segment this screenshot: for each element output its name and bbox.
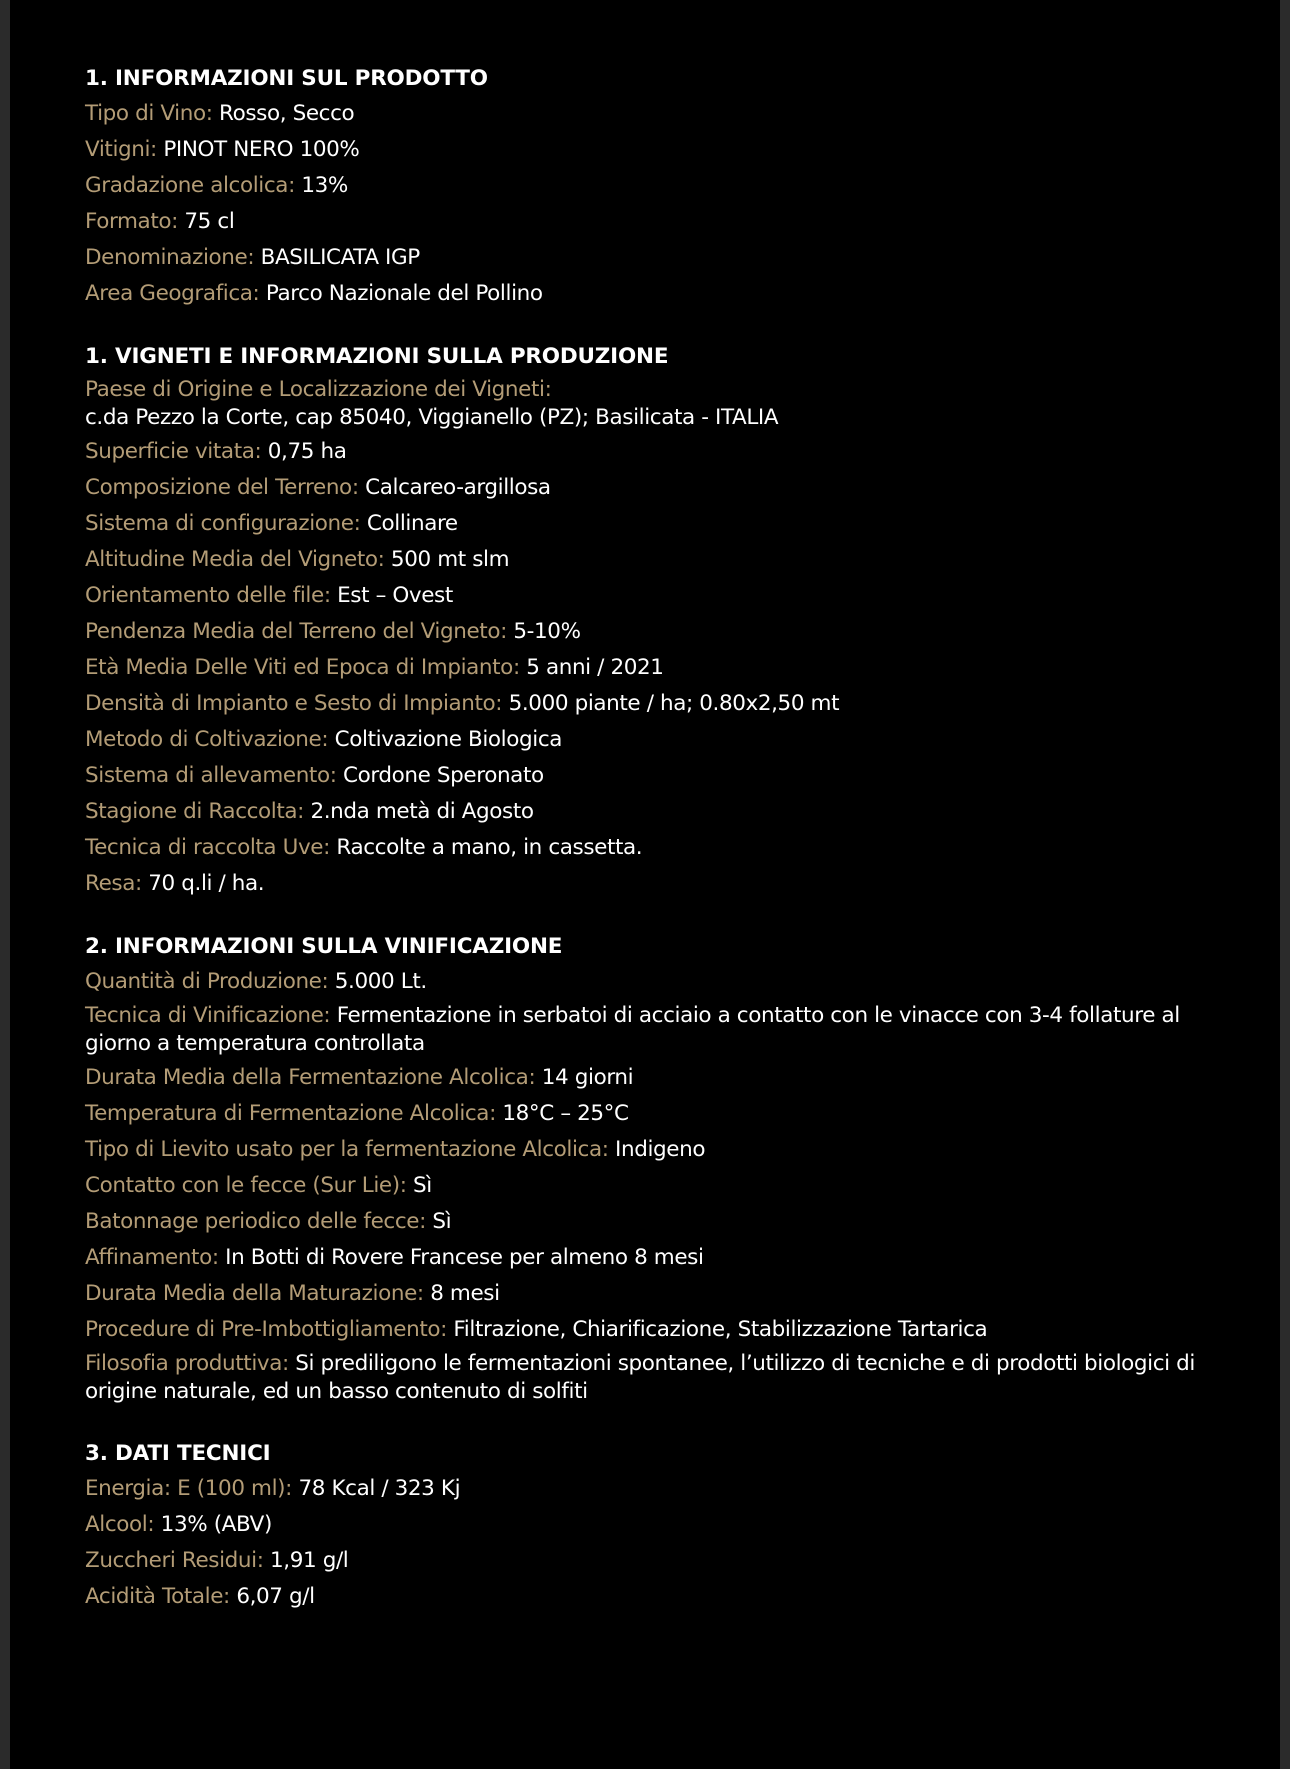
row-label: Paese di Origine e Localizzazione dei Vigneti:: [85, 377, 552, 402]
document-sheet: [10, 0, 1280, 1769]
row-label: Superficie vitata:: [85, 439, 262, 464]
row-label: Durata Media della Maturazione:: [85, 1281, 424, 1306]
row-value: c.da Pezzo la Corte, cap 85040, Viggianello (PZ); Basilicata - ITALIA: [85, 405, 779, 430]
section-title: 1. VIGNETI E INFORMAZIONI SULLA PRODUZIONE: [85, 344, 669, 369]
info-row: [85, 98, 1215, 129]
row-value: Coltivazione Biologica: [334, 727, 563, 752]
row-label: Stagione di Raccolta:: [85, 799, 305, 824]
row-label: Area Geografica:: [85, 281, 260, 306]
info-row: [85, 170, 1215, 201]
info-row: [85, 724, 1215, 755]
info-row: [85, 580, 1215, 611]
row-label: Batonnage periodico delle fecce:: [85, 1209, 426, 1234]
row-value: Sì: [432, 1209, 452, 1234]
info-row: [85, 206, 1215, 237]
row-label: Metodo di Coltivazione:: [85, 727, 329, 752]
row-label: Tecnica di raccolta Uve:: [85, 835, 330, 860]
row-label: Densità di Impianto e Sesto di Impianto:: [85, 691, 503, 716]
section-title: 2. INFORMAZIONI SULLA VINIFICAZIONE: [85, 934, 563, 959]
row-value: 13%: [301, 173, 348, 198]
section-vinification: [85, 932, 1215, 1406]
row-value: In Botti di Rovere Francese per almeno 8 mesi: [225, 1245, 704, 1270]
info-row: [85, 134, 1215, 165]
info-row: [85, 472, 1215, 503]
row-value: Rosso, Secco: [219, 101, 355, 126]
info-row: [85, 1170, 1215, 1201]
info-row: [85, 436, 1215, 467]
row-label: Vitigni:: [85, 137, 157, 162]
row-label: Tipo di Lievito usato per la fermentazione Alcolica:: [85, 1137, 609, 1162]
row-value: Est – Ovest: [337, 583, 453, 608]
row-value: 6,07 g/l: [236, 1584, 315, 1609]
row-value: 5-10%: [513, 619, 581, 644]
info-row: [85, 544, 1215, 575]
info-row: [85, 508, 1215, 539]
row-value: 13% (ABV): [160, 1512, 272, 1537]
row-label: Età Media Delle Viti ed Epoca di Impianto:: [85, 655, 520, 680]
row-value: Si prediligono le fermentazioni spontanee, l’utilizzo di tecniche e di prodotti biologici di origine naturale, ed un basso contenuto di solfiti: [85, 1351, 1196, 1404]
document-content: [85, 64, 1215, 1645]
row-value: 14 giorni: [541, 1065, 634, 1090]
info-row: [85, 832, 1215, 863]
info-row: [85, 868, 1215, 899]
row-value: Sì: [413, 1173, 432, 1198]
info-row: [85, 652, 1215, 683]
row-label: Resa:: [85, 871, 142, 896]
info-row: [85, 1278, 1215, 1309]
row-label: Durata Media della Fermentazione Alcolica:: [85, 1065, 536, 1090]
section-title: 3. DATI TECNICI: [85, 1441, 271, 1466]
row-label: Sistema di configurazione:: [85, 511, 361, 536]
row-value: 78 Kcal / 323 Kj: [298, 1476, 461, 1501]
row-value: 5.000 piante / ha; 0.80x2,50 mt: [508, 691, 840, 716]
info-row: [85, 616, 1215, 647]
row-value: Cordone Speronato: [343, 763, 544, 788]
row-label: Tipo di Vino:: [85, 101, 213, 126]
row-value: 8 mesi: [430, 1281, 500, 1306]
info-row: [85, 1062, 1215, 1093]
section-vineyards-production: [85, 342, 1215, 899]
info-row: [85, 1206, 1215, 1237]
info-row: [85, 1350, 1215, 1406]
row-label: Contatto con le fecce (Sur Lie):: [85, 1173, 407, 1198]
row-value: 70 q.li / ha.: [148, 871, 265, 896]
row-label: Quantità di Produzione:: [85, 969, 329, 994]
info-row: [85, 796, 1215, 827]
row-label: Pendenza Media del Terreno del Vigneto:: [85, 619, 507, 644]
info-row: [85, 1545, 1215, 1576]
info-row: [85, 1581, 1215, 1612]
row-value: 75 cl: [184, 209, 235, 234]
row-value: Calcareo-argillosa: [365, 475, 551, 500]
row-value: Raccolte a mano, in cassetta.: [336, 835, 643, 860]
row-label: Filosofia produttiva:: [85, 1351, 289, 1376]
info-row: [85, 376, 1215, 432]
row-value: PINOT NERO 100%: [163, 137, 360, 162]
info-row: [85, 278, 1215, 309]
row-value: Parco Nazionale del Pollino: [265, 281, 543, 306]
row-label: Altitudine Media del Vigneto:: [85, 547, 385, 572]
info-row: [85, 1242, 1215, 1273]
row-value: Collinare: [366, 511, 458, 536]
info-row: [85, 1002, 1215, 1058]
info-row: [85, 760, 1215, 791]
info-row: [85, 1509, 1215, 1540]
info-row: [85, 1473, 1215, 1504]
row-label: Alcool:: [85, 1512, 155, 1537]
row-label: Gradazione alcolica:: [85, 173, 295, 198]
row-value: 5 anni / 2021: [526, 655, 664, 680]
row-label: Composizione del Terreno:: [85, 475, 359, 500]
info-row: [85, 1098, 1215, 1129]
row-label: Temperatura di Fermentazione Alcolica:: [85, 1101, 496, 1126]
row-value: BASILICATA IGP: [260, 245, 420, 270]
row-label: Formato:: [85, 209, 178, 234]
row-value: Fermentazione in serbatoi di acciaio a contatto con le vinacce con 3-4 follature al giorno a temperatura controllata: [85, 1003, 1180, 1056]
row-label: Sistema di allevamento:: [85, 763, 337, 788]
row-label: Energia: E (100 ml):: [85, 1476, 293, 1501]
row-label: Denominazione:: [85, 245, 255, 270]
row-value: Indigeno: [615, 1137, 706, 1162]
row-label: Orientamento delle file:: [85, 583, 331, 608]
row-label: Procedure di Pre-Imbottigliamento:: [85, 1317, 447, 1342]
row-label: Tecnica di Vinificazione:: [85, 1003, 331, 1028]
row-value: 18°C – 25°C: [502, 1101, 629, 1126]
section-title: 1. INFORMAZIONI SUL PRODOTTO: [85, 66, 488, 91]
info-row: [85, 1134, 1215, 1165]
row-value: 500 mt slm: [390, 547, 510, 572]
info-row: [85, 1314, 1215, 1345]
row-value: 1,91 g/l: [270, 1548, 349, 1573]
row-value: 0,75 ha: [267, 439, 347, 464]
section-product-info: [85, 64, 1215, 309]
row-label: Acidità Totale:: [85, 1584, 230, 1609]
row-value: 2.nda metà di Agosto: [310, 799, 534, 824]
info-row: [85, 242, 1215, 273]
row-value: Filtrazione, Chiarificazione, Stabilizzazione Tartarica: [453, 1317, 988, 1342]
row-value: 5.000 Lt.: [334, 969, 427, 994]
section-technical-data: [85, 1439, 1215, 1612]
row-label: Affinamento:: [85, 1245, 219, 1270]
row-label: Zuccheri Residui:: [85, 1548, 264, 1573]
info-row: [85, 966, 1215, 997]
info-row: [85, 688, 1215, 719]
